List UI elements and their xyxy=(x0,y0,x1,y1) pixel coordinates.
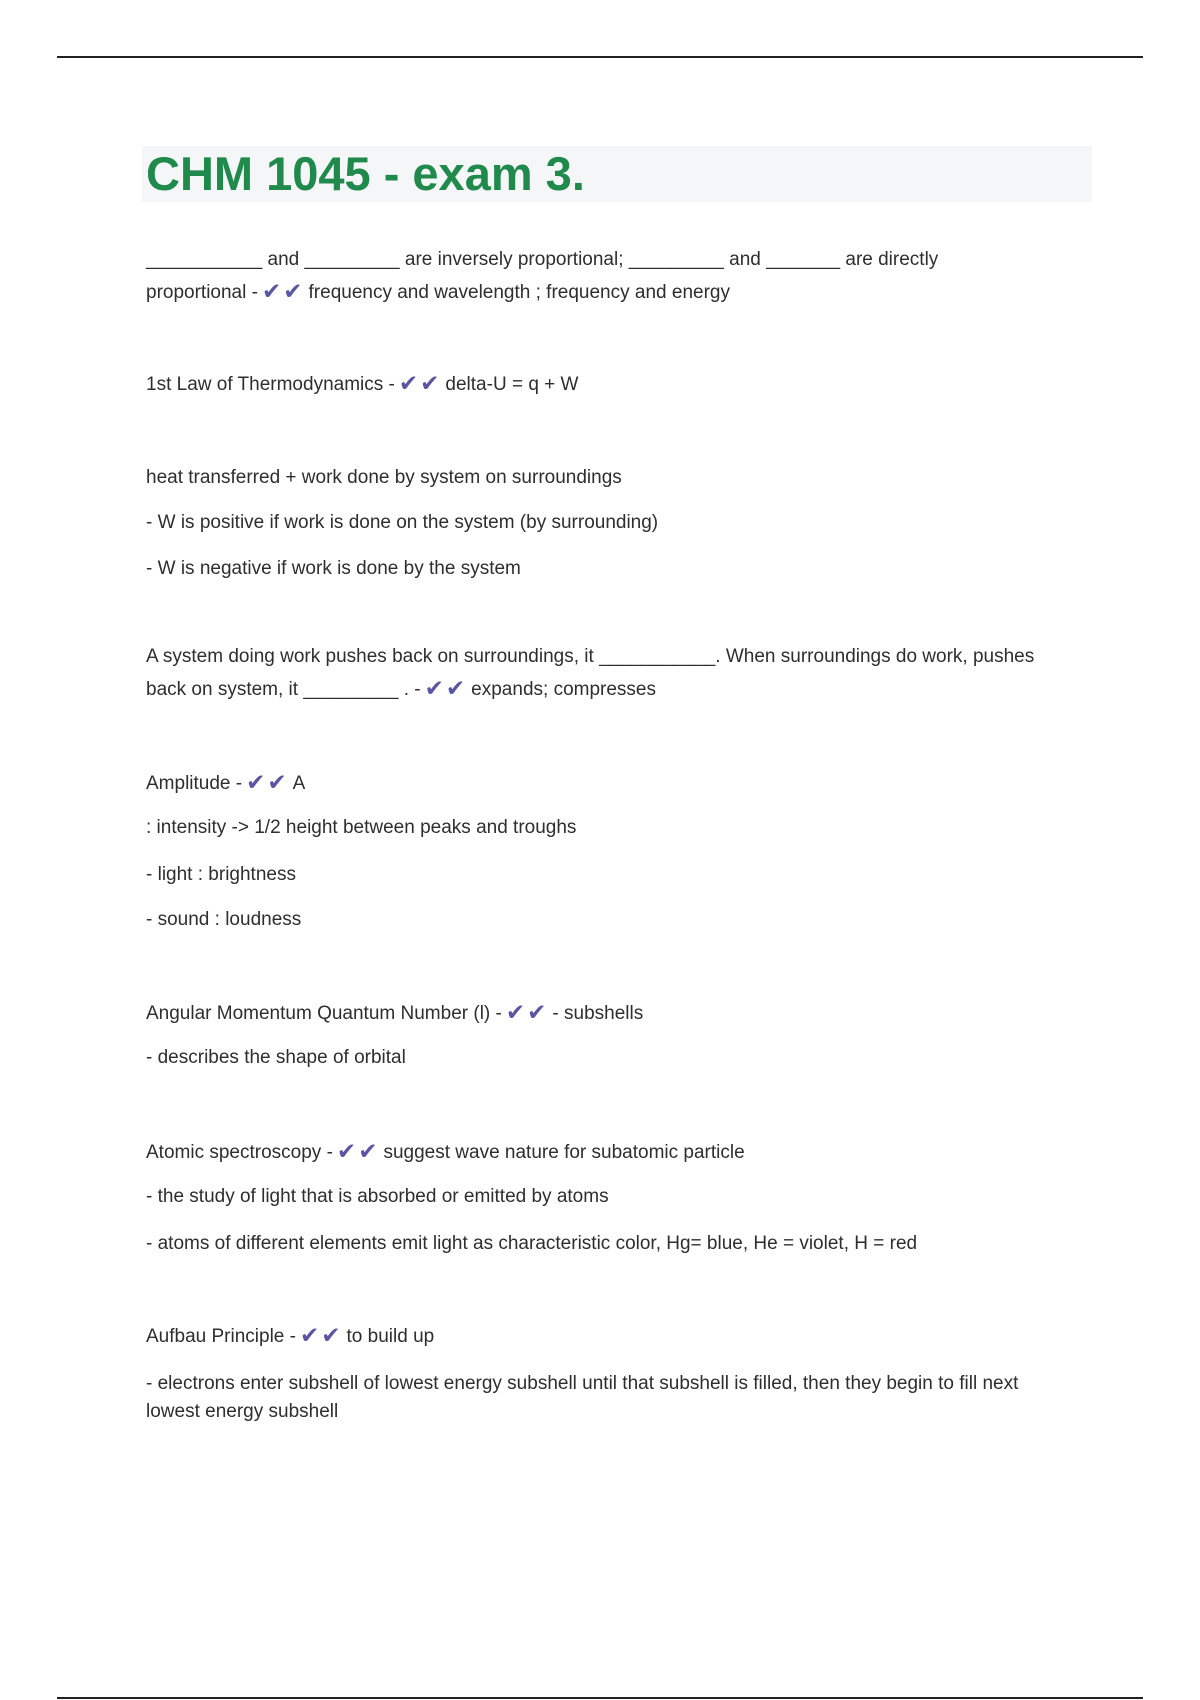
check-icon: ✔ xyxy=(424,675,444,701)
top-rule xyxy=(57,56,1143,58)
card-question: Angular Momentum Quantum Number (l) - xyxy=(146,1003,502,1024)
card-question-line xyxy=(146,1137,1096,1169)
card-answer: delta-U = q + W xyxy=(445,374,579,395)
card-question: Atomic spectroscopy - xyxy=(146,1142,333,1163)
bottom-rule xyxy=(57,1697,1143,1699)
card-answer: suggest wave nature for subatomic particle xyxy=(383,1142,745,1163)
check-icon: ✔ xyxy=(505,999,526,1025)
card-question-line xyxy=(146,998,1096,1030)
check-icon: ✔ xyxy=(398,370,419,396)
card-answer: expands; compresses xyxy=(471,679,656,700)
answer-checkmarks xyxy=(399,369,442,401)
answer-checkmarks xyxy=(425,674,468,706)
card-note: - atoms of different elements emit light as characteristic color, Hg= blue, He = violet, H = red xyxy=(146,1233,918,1254)
card-question: 1st Law of Thermodynamics - xyxy=(146,374,395,395)
check-icon: ✔ xyxy=(299,1322,320,1348)
answer-checkmarks xyxy=(506,998,549,1030)
answer-checkmarks xyxy=(262,277,305,309)
card-answer: - subshells xyxy=(552,1003,644,1024)
card-note: - W is negative if work is done by the system xyxy=(146,558,521,579)
check-icon: ✔ xyxy=(420,370,440,396)
card-note: : intensity -> 1/2 height between peaks and troughs xyxy=(146,817,577,838)
answer-checkmarks xyxy=(246,768,289,800)
check-icon: ✔ xyxy=(246,769,266,795)
card-answer: to build up xyxy=(346,1326,435,1347)
card-answer: frequency and wavelength ; frequency and energy xyxy=(308,282,730,303)
card-note: - light : brightness xyxy=(146,864,296,885)
card-note: lowest energy subshell xyxy=(146,1401,339,1422)
card-question: Amplitude - xyxy=(146,773,243,794)
card-question-line xyxy=(146,674,1096,706)
card-question-line xyxy=(146,1321,1096,1353)
card-question: Aufbau Principle - xyxy=(146,1326,296,1347)
answer-checkmarks xyxy=(337,1137,380,1169)
check-icon: ✔ xyxy=(358,1138,378,1164)
check-icon: ✔ xyxy=(283,278,303,304)
card-answer: A xyxy=(292,773,306,794)
card-note: - electrons enter subshell of lowest energy subshell until that subshell is filled, then they begin to fill next xyxy=(146,1373,1019,1394)
card-question-line xyxy=(146,768,1096,800)
card-note: - the study of light that is absorbed or emitted by atoms xyxy=(146,1186,609,1207)
check-icon: ✔ xyxy=(321,1322,341,1348)
card-question: A system doing work pushes back on surroundings, it ___________. When surroundings do work, pushes xyxy=(146,646,1035,667)
card-question-line xyxy=(146,369,1096,401)
card-question: ___________ and _________ are inversely proportional; _________ and _______ are directly xyxy=(146,249,939,270)
check-icon: ✔ xyxy=(527,999,547,1025)
check-icon: ✔ xyxy=(261,278,282,304)
document-title: CHM 1045 - exam 3. xyxy=(146,147,585,200)
card-question-cont: proportional - xyxy=(146,282,258,303)
card-note: - sound : loudness xyxy=(146,909,302,930)
check-icon: ✔ xyxy=(267,769,287,795)
card-note: - W is positive if work is done on the system (by surrounding) xyxy=(146,512,659,533)
card-question-cont: back on system, it _________ . - xyxy=(146,679,421,700)
check-icon: ✔ xyxy=(336,1138,357,1164)
answer-checkmarks xyxy=(300,1321,343,1353)
card-note: heat transferred + work done by system on surroundings xyxy=(146,467,622,488)
check-icon: ✔ xyxy=(445,675,466,701)
card-question-line xyxy=(146,277,1096,309)
card-note: - describes the shape of orbital xyxy=(146,1047,406,1068)
